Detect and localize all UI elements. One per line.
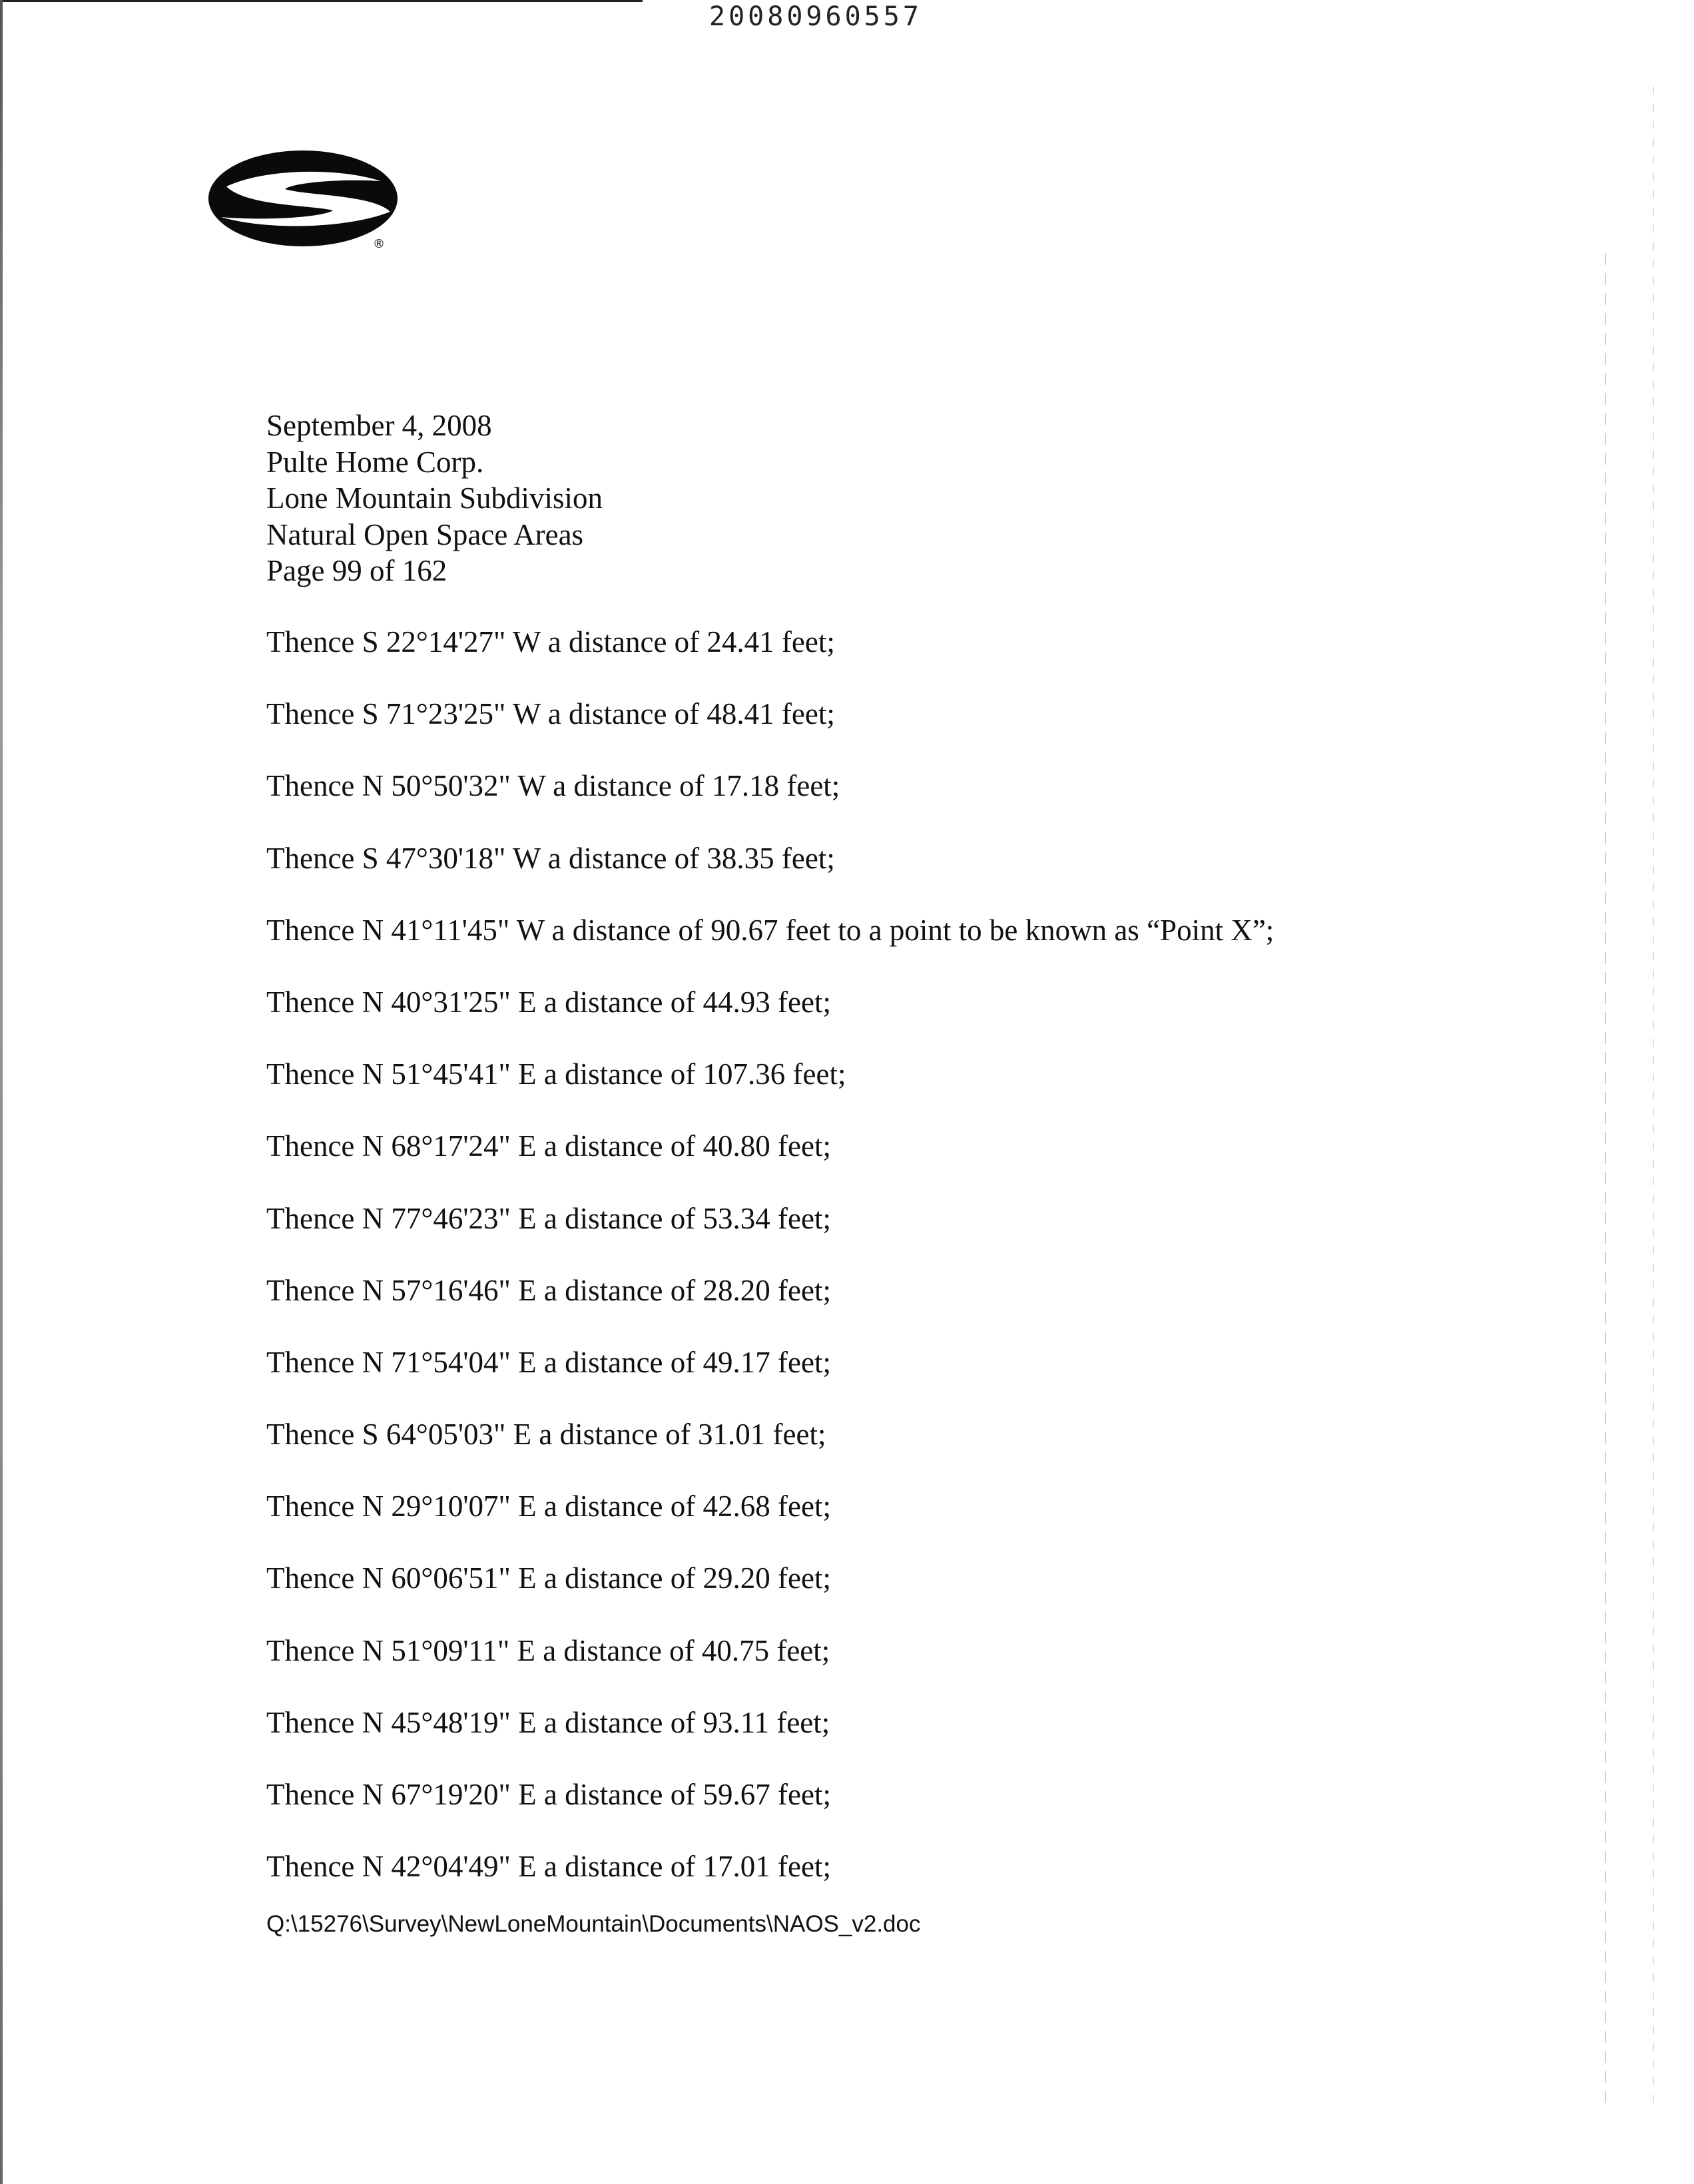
course-line: Thence N 77°46'23" E a distance of 53.34 feet; — [266, 1201, 831, 1235]
header-subdivision: Lone Mountain Subdivision — [266, 481, 603, 515]
header-page-number: Page 99 of 162 — [266, 554, 447, 587]
course-line: Thence S 22°14'27" W a distance of 24.41 feet; — [266, 625, 835, 659]
header-subject: Natural Open Space Areas — [266, 517, 584, 551]
course-line: Thence N 60°06'51" E a distance of 29.20 feet; — [266, 1561, 831, 1595]
scan-artifact-right — [1605, 253, 1606, 2104]
course-line: Thence N 68°17'24" E a distance of 40.80 feet; — [266, 1129, 831, 1163]
course-line: Thence N 50°50'32" W a distance of 17.18 feet; — [266, 769, 840, 803]
course-line: Thence N 45°48'19" E a distance of 93.11 feet; — [266, 1705, 830, 1739]
course-line: Thence S 71°23'25" W a distance of 48.41 feet; — [266, 697, 835, 731]
course-line: Thence S 47°30'18" W a distance of 38.35 feet; — [266, 841, 835, 875]
company-s-logo-icon — [206, 148, 406, 254]
course-line: Thence N 41°11'45" W a distance of 90.67 feet to a point to be known as “Point X”; — [266, 913, 1274, 947]
scan-border-left — [0, 0, 3, 2184]
file-path-footer: Q:\15276\Survey\NewLoneMountain\Documents\NAOS_v2.doc — [266, 1911, 921, 1937]
course-line: Thence N 71°54'04" E a distance of 49.17 feet; — [266, 1345, 831, 1379]
survey-courses-list — [266, 624, 1274, 1920]
course-line: Thence N 57°16'46" E a distance of 28.20 feet; — [266, 1273, 831, 1307]
scan-artifact-right-outer — [1653, 87, 1654, 2111]
header-company: Pulte Home Corp. — [266, 445, 484, 479]
scan-border-top — [0, 0, 643, 2]
registered-mark: ® — [373, 237, 385, 251]
course-line: Thence N 40°31'25" E a distance of 44.93 feet; — [266, 985, 831, 1019]
course-line: Thence N 42°04'49" E a distance of 17.01 feet; — [266, 1850, 831, 1884]
course-line: Thence N 51°45'41" E a distance of 107.36 feet; — [266, 1057, 846, 1091]
header-date: September 4, 2008 — [266, 409, 492, 442]
course-line: Thence S 64°05'03" E a distance of 31.01 feet; — [266, 1418, 826, 1452]
course-line: Thence N 67°19'20" E a distance of 59.67 feet; — [266, 1778, 831, 1811]
course-line: Thence N 51°09'11" E a distance of 40.75 feet; — [266, 1633, 830, 1667]
document-header — [266, 408, 603, 589]
document-number: 20080960557 — [709, 1, 922, 32]
course-line: Thence N 29°10'07" E a distance of 42.68 feet; — [266, 1490, 831, 1523]
